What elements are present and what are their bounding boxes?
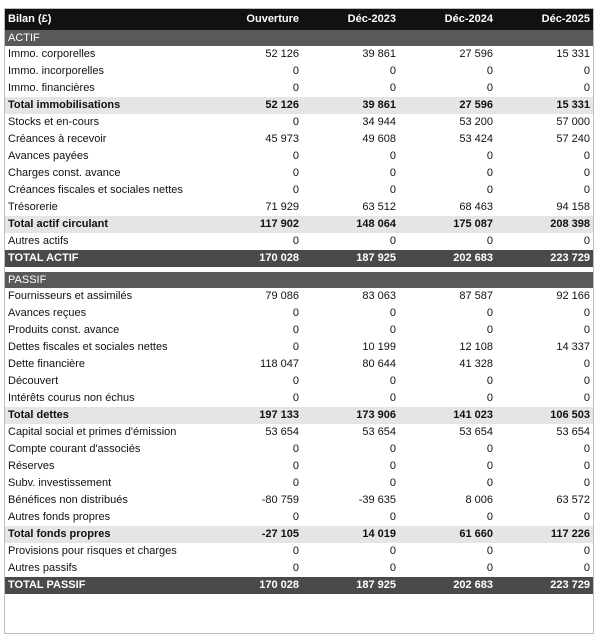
row-value: 0 (389, 167, 396, 179)
row-label: Fournisseurs et assimilés (8, 290, 133, 302)
row-value: 14 019 (302, 526, 399, 543)
row-value: 0 (292, 341, 299, 353)
row-label: Réserves (8, 460, 55, 472)
row-value: 0 (583, 324, 590, 336)
row-label: TOTAL PASSIF (5, 577, 205, 594)
row-value: 0 (292, 562, 299, 574)
table-row (5, 424, 593, 441)
row-value: 49 608 (362, 133, 396, 145)
header-row (5, 9, 593, 30)
table-row (5, 165, 593, 182)
table-row (5, 63, 593, 80)
row-value: 39 861 (302, 97, 399, 114)
row-value: 0 (389, 324, 396, 336)
row-value: 0 (292, 443, 299, 455)
row-value: 0 (389, 511, 396, 523)
row-label: Intérêts courus non échus (8, 392, 135, 404)
row-value: 170 028 (205, 250, 302, 267)
row-value: 14 337 (556, 341, 590, 353)
row-label: Produits const. avance (8, 324, 120, 336)
row-value: 0 (583, 443, 590, 455)
row-value: 94 158 (556, 201, 590, 213)
balance-sheet (4, 8, 594, 634)
row-value: 0 (583, 392, 590, 404)
balance-sheet-body (5, 9, 593, 594)
row-label: Immo. corporelles (8, 48, 96, 60)
row-value: 173 906 (302, 407, 399, 424)
row-value: 0 (292, 150, 299, 162)
row-label: Créances à recevoir (8, 133, 107, 145)
table-row (5, 458, 593, 475)
row-value: 53 654 (459, 426, 493, 438)
header-col-opening: Ouverture (205, 9, 302, 30)
row-value: 118 047 (260, 358, 299, 370)
section-title: ACTIF (5, 30, 593, 46)
row-label: Total actif circulant (5, 216, 205, 233)
table-row (5, 46, 593, 63)
row-value: -80 759 (261, 494, 299, 506)
row-value: 0 (389, 460, 396, 472)
row-value: 0 (486, 460, 493, 472)
row-value: 0 (583, 460, 590, 472)
row-value: 0 (292, 235, 299, 247)
subtotal-row (5, 526, 593, 543)
row-value: 63 572 (556, 494, 590, 506)
row-value: 63 512 (362, 201, 396, 213)
row-value: 53 654 (362, 426, 396, 438)
row-label: Dettes fiscales et sociales nettes (8, 341, 168, 353)
row-value: 0 (583, 65, 590, 77)
row-value: 0 (486, 511, 493, 523)
row-value: 0 (486, 167, 493, 179)
row-label: Avances reçues (8, 307, 87, 319)
row-label: Charges const. avance (8, 167, 121, 179)
row-value: 0 (583, 477, 590, 489)
table-row (5, 80, 593, 97)
row-label: Créances fiscales et sociales nettes (8, 184, 183, 196)
row-label: Total dettes (5, 407, 205, 424)
row-value: 68 463 (459, 201, 493, 213)
row-value: 0 (389, 150, 396, 162)
row-value: 0 (583, 235, 590, 247)
row-value: 0 (486, 443, 493, 455)
table-row (5, 543, 593, 560)
row-value: 223 729 (496, 577, 593, 594)
row-label: Total immobilisations (5, 97, 205, 114)
row-value: 41 328 (459, 358, 493, 370)
header-col-2024: Déc-2024 (399, 9, 496, 30)
table-row (5, 356, 593, 373)
table-row (5, 131, 593, 148)
row-value: 12 108 (459, 341, 493, 353)
row-value: 0 (389, 307, 396, 319)
row-value: 0 (389, 184, 396, 196)
row-value: 0 (292, 167, 299, 179)
row-value: 0 (486, 307, 493, 319)
row-value: 0 (486, 392, 493, 404)
row-label: Autres actifs (8, 235, 69, 247)
header-col-2025: Déc-2025 (496, 9, 593, 30)
section-title: PASSIF (5, 272, 593, 288)
row-value: 34 944 (362, 116, 396, 128)
row-value: 0 (583, 150, 590, 162)
row-label: Compte courant d'associés (8, 443, 141, 455)
row-value: 0 (292, 116, 299, 128)
row-label: Bénéfices non distribués (8, 494, 128, 506)
row-value: 8 006 (465, 494, 493, 506)
row-value: 0 (583, 167, 590, 179)
row-value: 61 660 (399, 526, 496, 543)
table-row (5, 182, 593, 199)
header-col-2023: Déc-2023 (302, 9, 399, 30)
row-label: Autres fonds propres (8, 511, 111, 523)
row-value: 0 (486, 545, 493, 557)
row-label: Total fonds propres (5, 526, 205, 543)
row-value: 57 240 (556, 133, 590, 145)
row-value: 0 (292, 511, 299, 523)
row-value: 0 (292, 392, 299, 404)
row-value: 117 902 (205, 216, 302, 233)
row-value: 175 087 (399, 216, 496, 233)
row-value: 0 (292, 184, 299, 196)
table-row (5, 492, 593, 509)
total-row (5, 250, 593, 267)
row-value: 0 (486, 324, 493, 336)
row-value: 15 331 (496, 97, 593, 114)
row-value: 0 (583, 82, 590, 94)
row-label: Immo. incorporelles (8, 65, 104, 77)
row-value: 0 (389, 477, 396, 489)
row-value: 0 (292, 545, 299, 557)
row-value: 0 (486, 562, 493, 574)
subtotal-row (5, 407, 593, 424)
row-value: 0 (583, 307, 590, 319)
row-label: Découvert (8, 375, 59, 387)
row-value: 0 (486, 477, 493, 489)
table-row (5, 305, 593, 322)
table-row (5, 509, 593, 526)
balance-sheet-table (5, 9, 593, 594)
row-value: 53 654 (265, 426, 299, 438)
row-value: 53 200 (459, 116, 493, 128)
row-value: 87 587 (459, 290, 493, 302)
row-label: TOTAL ACTIF (5, 250, 205, 267)
table-row (5, 322, 593, 339)
row-value: 0 (486, 65, 493, 77)
table-row (5, 339, 593, 356)
row-value: 141 023 (399, 407, 496, 424)
table-row (5, 288, 593, 305)
subtotal-row (5, 97, 593, 114)
row-value: 92 166 (556, 290, 590, 302)
row-value: 45 973 (265, 133, 299, 145)
subtotal-row (5, 216, 593, 233)
row-value: 0 (389, 235, 396, 247)
row-value: 57 000 (556, 116, 590, 128)
row-value: 53 654 (556, 426, 590, 438)
row-value: 71 929 (265, 201, 299, 213)
row-value: 187 925 (302, 250, 399, 267)
row-value: 83 063 (362, 290, 396, 302)
table-row (5, 441, 593, 458)
row-value: 0 (486, 184, 493, 196)
row-value: 0 (583, 545, 590, 557)
row-value: -27 105 (205, 526, 302, 543)
row-label: Stocks et en-cours (8, 116, 100, 128)
row-value: 0 (583, 562, 590, 574)
row-label: Subv. investissement (8, 477, 112, 489)
table-row (5, 560, 593, 577)
row-label: Immo. financières (8, 82, 95, 94)
row-value: 0 (583, 511, 590, 523)
row-value: 0 (389, 545, 396, 557)
row-value: 0 (292, 307, 299, 319)
row-value: 106 503 (496, 407, 593, 424)
row-value: 79 086 (265, 290, 299, 302)
row-value: 0 (389, 375, 396, 387)
table-row (5, 390, 593, 407)
row-value: 117 226 (496, 526, 593, 543)
row-value: 0 (389, 443, 396, 455)
row-value: 148 064 (302, 216, 399, 233)
row-value: 0 (583, 184, 590, 196)
row-value: 0 (486, 235, 493, 247)
row-value: 80 644 (362, 358, 396, 370)
row-value: 0 (292, 375, 299, 387)
row-label: Avances payées (8, 150, 89, 162)
row-value: 0 (486, 82, 493, 94)
row-value: 0 (583, 358, 590, 370)
row-value: 52 126 (205, 97, 302, 114)
row-label: Provisions pour risques et charges (8, 545, 177, 557)
row-value: 0 (292, 460, 299, 472)
table-row (5, 148, 593, 165)
row-value: 53 424 (459, 133, 493, 145)
header-title: Bilan (£) (5, 9, 205, 30)
row-value: 0 (583, 375, 590, 387)
section-header (5, 30, 593, 46)
row-value: 0 (389, 392, 396, 404)
row-value: 223 729 (496, 250, 593, 267)
row-value: 15 331 (556, 48, 590, 60)
row-value: 187 925 (302, 577, 399, 594)
row-value: 27 596 (459, 48, 493, 60)
row-value: 0 (292, 82, 299, 94)
row-value: 10 199 (362, 341, 396, 353)
total-row (5, 577, 593, 594)
row-value: 0 (389, 562, 396, 574)
row-value: 0 (292, 324, 299, 336)
row-value: 0 (292, 65, 299, 77)
row-value: 197 133 (205, 407, 302, 424)
section-header (5, 272, 593, 288)
row-value: 0 (389, 65, 396, 77)
table-row (5, 199, 593, 216)
table-row (5, 233, 593, 250)
row-value: 52 126 (265, 48, 299, 60)
row-value: 208 398 (496, 216, 593, 233)
row-value: 39 861 (362, 48, 396, 60)
table-row (5, 475, 593, 492)
row-value: -39 635 (358, 494, 396, 506)
row-value: 170 028 (205, 577, 302, 594)
row-value: 0 (486, 375, 493, 387)
row-label: Autres passifs (8, 562, 78, 574)
table-row (5, 114, 593, 131)
row-value: 202 683 (399, 250, 496, 267)
row-label: Dette financière (8, 358, 86, 370)
row-label: Capital social et primes d'émission (8, 426, 177, 438)
row-label: Trésorerie (8, 201, 58, 213)
row-value: 27 596 (399, 97, 496, 114)
row-value: 202 683 (399, 577, 496, 594)
row-value: 0 (486, 150, 493, 162)
row-value: 0 (292, 477, 299, 489)
row-value: 0 (389, 82, 396, 94)
table-row (5, 373, 593, 390)
